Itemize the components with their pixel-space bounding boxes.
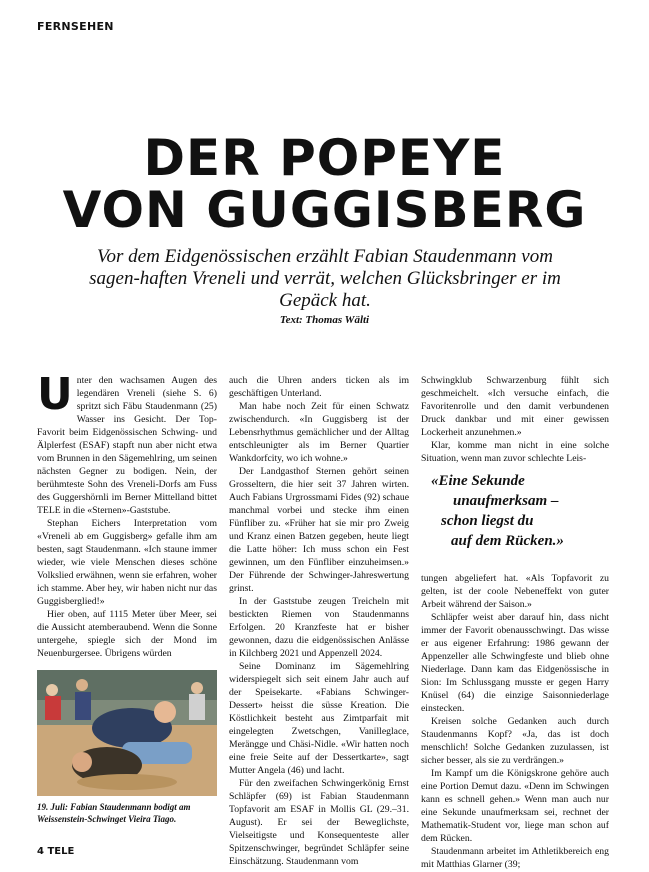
- drop-cap: U: [37, 369, 73, 420]
- pull-quote: [421, 471, 609, 551]
- body-paragraph: Der Landgasthof Sternen gehört seinen Grosseltern, die hier seit 37 Jahren wirten. Auch Fabians Urgrossmami Fides (92) schaue manchmal vorbei und stecke ihm einen Fünfliber zu. «Früher hat sie mir pro Zweig und Kranz einen Batzen gegeben, heute liegt die Latte höher: Ich muss schon ein Fest gewinnen, um den Fünfliber einzuheimsen.» Der Führende der Schwinger-Jahreswertung grinst.: [229, 466, 409, 594]
- page-footer: [37, 846, 74, 857]
- pull-quote-line: auf dem Rücken.»: [451, 533, 564, 549]
- deck: Vor dem Eidgenössischen erzählt Fabian Staudenmann vom sagen-haften Vreneli und verrät, welchen Glücksbringer er im Gepäck hat.: [89, 246, 561, 311]
- body-paragraph: Für den zweifachen Schwingerkönig Ernst Schläpfer (69) ist Fabian Staudenmann Topfavorit am ESAF in Mollis GL (29.–31. August). Er sei der Beweglichste, Vielseitigste und Konsequenteste aller Spitzenschwinger, begründet Schläpfer seine Einschätzung. Staudenmann vom: [229, 778, 409, 867]
- page-number: 4: [37, 846, 44, 857]
- body-paragraph: Schwingklub Schwarzenburg fühlt sich geschmeichelt. «Ich versuche einfach, die Favoritenrolle und den damit verbundenen Druck dankbar und mit einer gewissen Lockerheit anzunehmen.»: [421, 375, 609, 438]
- body-column-3-top: [421, 374, 609, 465]
- wrestling-photo: [37, 670, 217, 796]
- body-column-3-bottom: [421, 572, 609, 871]
- body-paragraph: Kreisen solche Gedanken auch durch Staudenmanns Kopf? «Ja, das ist doch menschlich! Solche Gedanken zuzulassen, ist sicher besser, als sie zu verdrängen.»: [421, 716, 609, 766]
- body-paragraph: Klar, komme man nicht in eine solche Situation, wenn man zuvor schlechte Leis-: [421, 440, 609, 464]
- headline-line-1: DER POPEYE: [143, 129, 506, 187]
- wrestling-photo-illustration: [37, 670, 217, 796]
- body-paragraph: Stephan Eichers Interpretation vom «Vreneli ab em Guggisberg» gefalle ihm am besten, sagt Staudenmann. «Ich staune immer wieder, wie viele Menschen dieses schöne Volkslied erwähnen, wenn sie erfahren, woher ich stamme. Aber hey, wir haben nicht nur das Guggisberglied!»: [37, 518, 217, 607]
- pull-quote-line: schon liegst du: [441, 513, 534, 529]
- body-paragraph: tungen abgeliefert hat. «Als Topfavorit zu gelten, ist der coole Nebeneffekt von guter Arbeit während der Saison.»: [421, 573, 609, 610]
- pull-quote-line: «Eine Sekunde: [431, 473, 525, 489]
- body-paragraph: Unter den wachsamen Augen des legendären Vreneli (siehe S. 6) spritzt sich Fäbu Staudenmann (25) Wasser ins Gesicht. Der Top-Favorit beim Eidgenössischen Schwing- und Älplerfest (ESAF) stapft nun aber nicht etwa vom Brunnen in den Sägemehlring, um seinen nächsten Gegner zu bodigen. Nein, der berühmteste Sohn des Vreneli-Dorfs am Fuss des Guggershörnli im Berner Mittelland bittet TELE in die «Sternen»-Gaststube.: [37, 369, 217, 516]
- headline: [0, 129, 649, 239]
- body-paragraph: Staudenmann arbeitet im Athletikbereich eng mit Matthias Glarner (39;: [421, 846, 609, 870]
- body-paragraph: Schläpfer weist aber darauf hin, dass nicht immer der Favorit obenausschwingt. Das wisse er aus eigener Erfahrung: 1986 gewann der Appenzeller alle Schwingfeste und blieb ohne Niederlage. Dann kam das Eidgenössische in Sion: Im Schlussgang musste er gegen Harry Knüsel (64) die einzige Saisonniederlage einstecken.: [421, 612, 609, 714]
- pull-quote-line: unaufmerksam –: [453, 493, 559, 509]
- body-paragraph: Hier oben, auf 1115 Meter über Meer, sei die Aussicht atemberaubend. Wenn die Sonne untergehe, spiegle sich der Mond im Neuenburgersee. Übrigens würden: [37, 609, 217, 659]
- body-paragraph: Im Kampf um die Königskrone gehöre auch eine Portion Demut dazu. «Denn im Schwingen kann es schnell gehen.» Wenn man auch nur eine Sekunde unaufmerksam sei, rechnet der Mathematik-Student vor, liege man schon auf dem Rücken.: [421, 768, 609, 844]
- section-label: FERNSEHEN: [37, 20, 114, 33]
- body-paragraph: Man habe noch Zeit für einen Schwatz zwischendurch. «In Guggisberg ist der Lebensrhythmus gemächlicher und der Alltag entschleunigter als im Berner Quartier Wankdorfcity, wo ich wohne.»: [229, 401, 409, 464]
- magazine-brand: TELE: [47, 846, 75, 857]
- body-column-2: [229, 374, 409, 868]
- byline: Text: Thomas Wälti: [279, 314, 370, 326]
- body-paragraph: Seine Dominanz im Sägemehlring widerspiegelt sich seit einem Jahr auch auf der Speisekarte. «Fabians Schwinger-Dessert» heisst die süsse Kreation. Die Köstlichkeit besteht aus Zimtparfait mit eingelegten Zwetschgen, Vanilleglace, Merängge und Chäsi-Nidle. «Wir hatten noch eine freie Seite auf der Dessertkarte», sagt Mutter Angela (46) und lacht.: [229, 661, 409, 776]
- photo-caption: 19. Juli: Fabian Staudenmann bodigt am Weissenstein-Schwinget Vieira Tiago.: [37, 802, 191, 824]
- body-paragraph: In der Gaststube zeugen Treicheln mit bestickten Riemen von Staudenmanns Erfolgen. 20 Kranzfeste hat er bisher gewonnen, dazu die eidgenössischen Anlässe in Kilchberg 2021 und Appenzell 2024.: [229, 596, 409, 659]
- body-paragraph: auch die Uhren anders ticken als im geschäftigen Unterland.: [229, 375, 409, 399]
- headline-line-2: VON GUGGISBERG: [62, 181, 587, 239]
- body-column-1: [37, 369, 217, 660]
